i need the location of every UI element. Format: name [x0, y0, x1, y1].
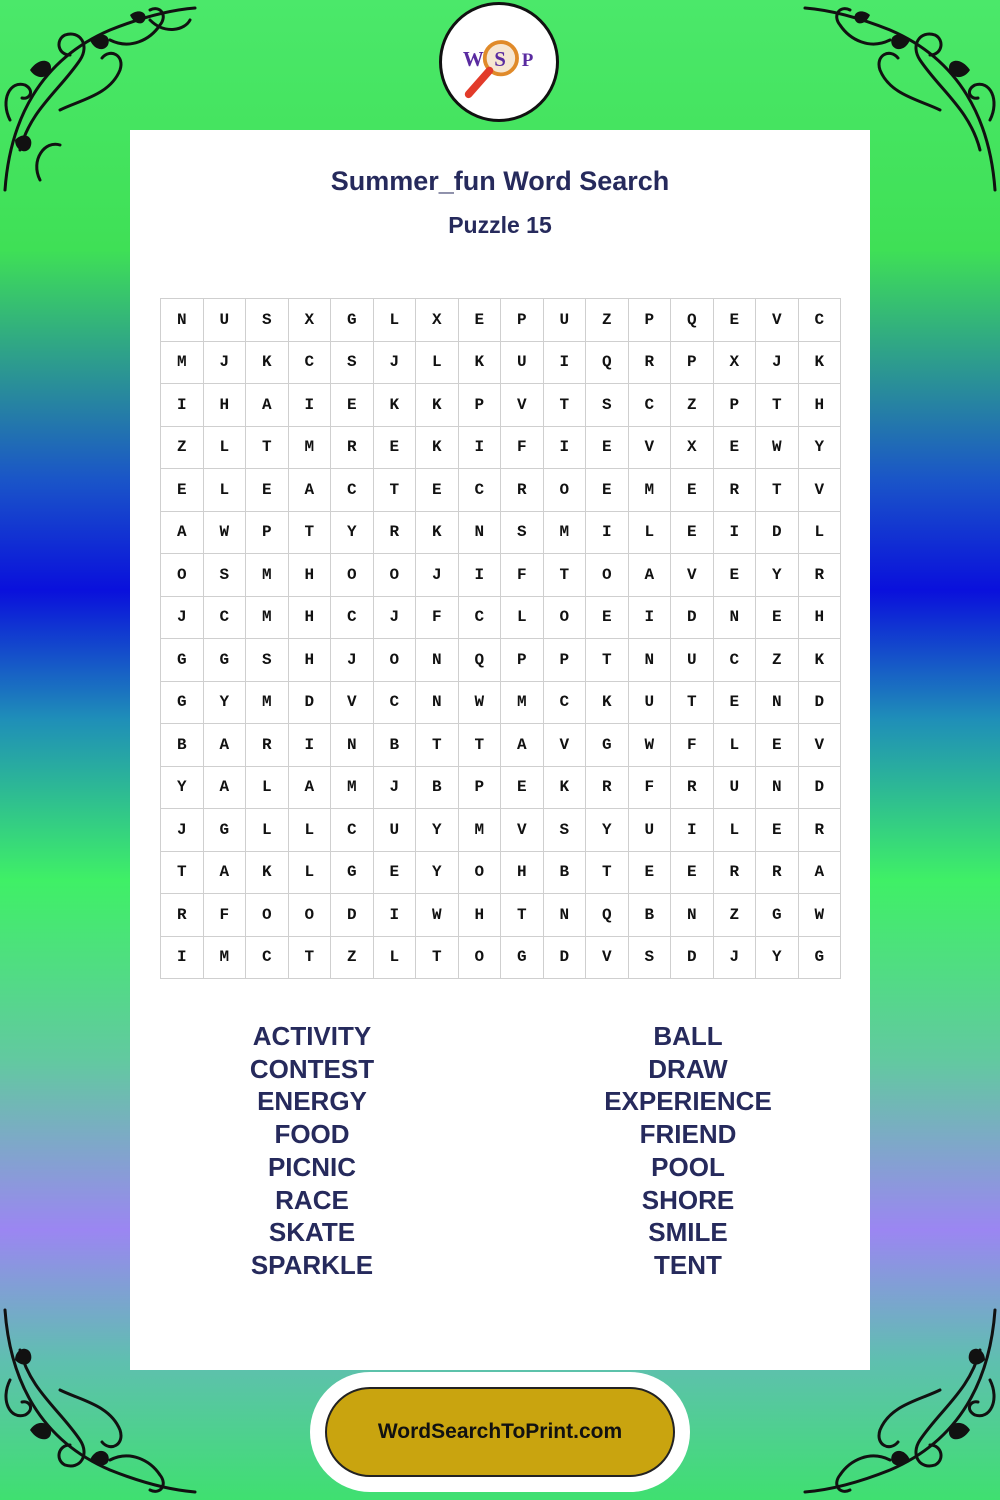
word-list-item: SMILE [648, 1217, 728, 1248]
grid-cell[interactable]: K [416, 512, 459, 555]
grid-cell[interactable]: O [586, 554, 629, 597]
grid-cell[interactable]: E [459, 299, 502, 342]
grid-cell[interactable]: B [161, 724, 204, 767]
grid-cell[interactable]: T [586, 639, 629, 682]
grid-cell[interactable]: C [544, 682, 587, 725]
grid-cell[interactable]: J [756, 342, 799, 385]
grid-cell[interactable]: L [799, 512, 842, 555]
grid-cell[interactable]: L [246, 767, 289, 810]
grid-cell[interactable]: L [204, 469, 247, 512]
grid-cell[interactable]: Z [671, 384, 714, 427]
grid-cell[interactable]: Y [204, 682, 247, 725]
grid-cell[interactable]: T [586, 852, 629, 895]
grid-cell[interactable]: E [714, 299, 757, 342]
logo-letter-w: W [462, 46, 484, 71]
grid-cell[interactable]: S [246, 299, 289, 342]
grid-cell[interactable]: L [501, 597, 544, 640]
grid-cell[interactable]: D [671, 597, 714, 640]
grid-cell[interactable]: S [204, 554, 247, 597]
grid-cell[interactable]: E [416, 469, 459, 512]
grid-cell[interactable]: Q [586, 894, 629, 937]
grid-cell[interactable]: R [671, 767, 714, 810]
word-list-right [538, 1020, 838, 1282]
grid-cell[interactable]: J [331, 639, 374, 682]
grid-cell[interactable]: I [629, 597, 672, 640]
grid-cell[interactable]: Q [671, 299, 714, 342]
grid-cell[interactable]: E [629, 852, 672, 895]
grid-cell[interactable]: C [459, 597, 502, 640]
grid-cell[interactable]: J [161, 597, 204, 640]
grid-cell[interactable]: N [671, 894, 714, 937]
word-list-item: ENERGY [257, 1086, 367, 1117]
grid-cell[interactable]: O [161, 554, 204, 597]
grid-cell[interactable]: O [331, 554, 374, 597]
grid-cell[interactable]: M [331, 767, 374, 810]
grid-cell[interactable]: Y [416, 809, 459, 852]
grid-cell[interactable]: E [756, 809, 799, 852]
grid-cell[interactable]: T [544, 554, 587, 597]
word-list-item: EXPERIENCE [604, 1086, 772, 1117]
grid-cell[interactable]: Y [756, 937, 799, 980]
grid-cell[interactable]: H [204, 384, 247, 427]
grid-cell[interactable]: U [374, 809, 417, 852]
grid-cell[interactable]: J [416, 554, 459, 597]
grid-cell[interactable]: V [799, 469, 842, 512]
grid-cell[interactable]: D [671, 937, 714, 980]
grid-cell[interactable]: P [714, 384, 757, 427]
grid-cell[interactable]: C [714, 639, 757, 682]
grid-cell[interactable]: I [671, 809, 714, 852]
grid-cell[interactable]: K [246, 852, 289, 895]
grid-cell[interactable]: A [289, 469, 332, 512]
grid-cell[interactable]: A [799, 852, 842, 895]
word-list-item: FOOD [274, 1119, 350, 1150]
grid-cell[interactable]: M [544, 512, 587, 555]
grid-cell[interactable]: Y [161, 767, 204, 810]
grid-cell[interactable]: N [714, 597, 757, 640]
grid-cell[interactable]: V [501, 384, 544, 427]
grid-cell[interactable]: L [289, 809, 332, 852]
grid-cell[interactable]: I [459, 427, 502, 470]
grid-cell[interactable]: G [756, 894, 799, 937]
grid-cell[interactable]: E [714, 554, 757, 597]
grid-cell[interactable]: T [289, 512, 332, 555]
grid-cell[interactable]: L [289, 852, 332, 895]
grid-cell[interactable]: F [204, 894, 247, 937]
grid-cell[interactable]: K [416, 384, 459, 427]
grid-cell[interactable]: T [459, 724, 502, 767]
grid-cell[interactable]: G [331, 299, 374, 342]
grid-cell[interactable]: U [714, 767, 757, 810]
grid-cell[interactable]: L [416, 342, 459, 385]
grid-cell[interactable]: K [799, 342, 842, 385]
grid-cell[interactable]: E [246, 469, 289, 512]
grid-cell[interactable]: C [331, 597, 374, 640]
grid-cell[interactable]: N [161, 299, 204, 342]
logo-letter-s: S [494, 46, 506, 71]
word-list-item: DRAW [648, 1053, 728, 1084]
grid-cell[interactable]: W [756, 427, 799, 470]
grid-cell[interactable]: Q [586, 342, 629, 385]
grid-cell[interactable]: L [204, 427, 247, 470]
grid-cell[interactable]: P [459, 767, 502, 810]
grid-cell[interactable]: R [501, 469, 544, 512]
grid-cell[interactable]: P [544, 639, 587, 682]
word-list-item: PICNIC [267, 1151, 357, 1182]
grid-cell[interactable]: D [544, 937, 587, 980]
footer-pill [310, 1372, 690, 1492]
grid-cell[interactable]: O [374, 554, 417, 597]
grid-cell[interactable]: C [331, 469, 374, 512]
grid-cell[interactable]: E [374, 852, 417, 895]
grid-cell[interactable]: N [416, 639, 459, 682]
grid-cell[interactable]: H [289, 639, 332, 682]
grid-cell[interactable]: Z [714, 894, 757, 937]
grid-cell[interactable]: J [374, 767, 417, 810]
grid-cell[interactable]: T [416, 937, 459, 980]
grid-cell[interactable]: B [416, 767, 459, 810]
word-list-item: BALL [653, 1021, 723, 1051]
grid-cell[interactable]: G [204, 639, 247, 682]
grid-cell[interactable]: I [714, 512, 757, 555]
word-list-left [162, 1020, 462, 1282]
grid-cell[interactable]: I [544, 427, 587, 470]
grid-cell[interactable]: E [161, 469, 204, 512]
grid-cell[interactable]: R [799, 554, 842, 597]
grid-cell[interactable]: T [756, 384, 799, 427]
grid-cell[interactable]: T [544, 384, 587, 427]
grid-cell[interactable]: E [501, 767, 544, 810]
grid-cell[interactable]: R [756, 852, 799, 895]
word-list-item: ACTIVITY [252, 1021, 372, 1051]
grid-cell[interactable]: G [204, 809, 247, 852]
grid-cell[interactable]: F [416, 597, 459, 640]
grid-cell[interactable]: C [204, 597, 247, 640]
grid-cell[interactable]: V [501, 809, 544, 852]
grid-cell[interactable]: H [799, 384, 842, 427]
grid-cell[interactable]: H [289, 554, 332, 597]
grid-cell[interactable]: X [289, 299, 332, 342]
grid-cell[interactable]: J [204, 342, 247, 385]
grid-cell[interactable]: T [161, 852, 204, 895]
word-list-item: SKATE [268, 1217, 356, 1248]
grid-cell[interactable]: Z [586, 299, 629, 342]
grid-cell[interactable]: I [544, 342, 587, 385]
grid-cell[interactable]: I [289, 724, 332, 767]
grid-cell[interactable]: A [501, 724, 544, 767]
grid-cell[interactable]: L [629, 512, 672, 555]
grid-cell[interactable]: E [671, 852, 714, 895]
grid-cell[interactable]: A [246, 384, 289, 427]
grid-cell[interactable]: P [501, 299, 544, 342]
word-list-item: TENT [654, 1249, 722, 1280]
grid-cell[interactable]: Y [799, 427, 842, 470]
grid-cell[interactable]: Q [459, 639, 502, 682]
grid-cell[interactable]: E [374, 427, 417, 470]
grid-cell[interactable]: S [501, 512, 544, 555]
grid-cell[interactable]: O [246, 894, 289, 937]
grid-cell[interactable]: C [459, 469, 502, 512]
grid-cell[interactable]: D [799, 767, 842, 810]
grid-cell[interactable]: J [374, 342, 417, 385]
puzzle-title: Summer_fun Word Search [330, 166, 670, 196]
grid-cell[interactable]: W [416, 894, 459, 937]
grid-cell[interactable]: S [586, 384, 629, 427]
grid-cell[interactable]: N [629, 639, 672, 682]
grid-cell[interactable]: F [501, 554, 544, 597]
puzzle-number: Puzzle 15 [448, 212, 552, 238]
grid-cell[interactable]: L [246, 809, 289, 852]
grid-cell[interactable]: T [416, 724, 459, 767]
grid-cell[interactable]: M [204, 937, 247, 980]
grid-cell[interactable]: L [374, 937, 417, 980]
grid-cell[interactable]: E [586, 469, 629, 512]
grid-cell[interactable]: U [544, 299, 587, 342]
grid-cell[interactable]: F [501, 427, 544, 470]
grid-cell[interactable]: U [629, 682, 672, 725]
grid-cell[interactable]: A [204, 724, 247, 767]
grid-cell[interactable]: V [544, 724, 587, 767]
letter-grid[interactable] [160, 298, 841, 979]
grid-cell[interactable]: H [501, 852, 544, 895]
grid-cell[interactable]: T [246, 427, 289, 470]
grid-cell[interactable]: A [204, 852, 247, 895]
grid-cell[interactable]: S [246, 639, 289, 682]
grid-cell[interactable]: W [799, 894, 842, 937]
grid-cell[interactable]: Z [331, 937, 374, 980]
grid-cell[interactable]: S [629, 937, 672, 980]
grid-cell[interactable]: M [629, 469, 672, 512]
grid-cell[interactable]: J [161, 809, 204, 852]
grid-cell[interactable]: V [586, 937, 629, 980]
logo-letter-p: P [521, 49, 534, 71]
puzzle-card [130, 130, 870, 1370]
grid-cell[interactable]: Y [756, 554, 799, 597]
grid-cell[interactable]: J [374, 597, 417, 640]
grid-cell[interactable]: W [204, 512, 247, 555]
grid-cell[interactable]: N [544, 894, 587, 937]
site-link-button[interactable]: WordSearchToPrint.com [325, 1387, 675, 1477]
grid-cell[interactable]: R [799, 809, 842, 852]
grid-cell[interactable]: I [289, 384, 332, 427]
grid-cell[interactable]: E [714, 427, 757, 470]
word-list-item: SPARKLE [250, 1249, 374, 1280]
grid-cell[interactable]: M [161, 342, 204, 385]
grid-cell[interactable]: M [289, 427, 332, 470]
grid-cell[interactable]: B [629, 894, 672, 937]
grid-cell[interactable]: R [714, 469, 757, 512]
grid-cell[interactable]: S [544, 809, 587, 852]
grid-cell[interactable]: Y [586, 809, 629, 852]
grid-cell[interactable]: F [671, 724, 714, 767]
grid-cell[interactable]: G [586, 724, 629, 767]
grid-cell[interactable]: U [629, 809, 672, 852]
grid-cell[interactable]: E [714, 682, 757, 725]
grid-cell[interactable]: N [416, 682, 459, 725]
grid-cell[interactable]: C [629, 384, 672, 427]
grid-cell[interactable]: C [289, 342, 332, 385]
grid-cell[interactable]: A [629, 554, 672, 597]
grid-cell[interactable]: Y [416, 852, 459, 895]
grid-cell[interactable]: O [374, 639, 417, 682]
grid-cell[interactable]: L [714, 809, 757, 852]
word-list-item: POOL [651, 1151, 725, 1182]
grid-cell[interactable]: G [161, 682, 204, 725]
word-list-item: SHORE [641, 1184, 735, 1215]
grid-cell[interactable]: D [289, 682, 332, 725]
grid-cell[interactable]: E [331, 384, 374, 427]
grid-cell[interactable]: O [289, 894, 332, 937]
word-list-item: RACE [275, 1184, 349, 1215]
grid-cell[interactable]: P [501, 639, 544, 682]
grid-cell[interactable]: C [331, 809, 374, 852]
grid-cell[interactable]: I [459, 554, 502, 597]
word-list-item: CONTEST [249, 1053, 375, 1084]
grid-cell[interactable]: K [799, 639, 842, 682]
grid-cell[interactable]: T [289, 937, 332, 980]
grid-cell[interactable]: L [374, 299, 417, 342]
grid-cell[interactable]: J [714, 937, 757, 980]
grid-cell[interactable]: B [374, 724, 417, 767]
grid-cell[interactable]: V [331, 682, 374, 725]
grid-cell[interactable]: V [799, 724, 842, 767]
grid-cell[interactable]: M [246, 682, 289, 725]
grid-cell[interactable]: I [374, 894, 417, 937]
grid-cell[interactable]: A [161, 512, 204, 555]
grid-cell[interactable]: C [374, 682, 417, 725]
grid-cell[interactable]: H [289, 597, 332, 640]
grid-cell[interactable]: S [331, 342, 374, 385]
grid-cell[interactable]: G [799, 937, 842, 980]
grid-cell[interactable]: K [416, 427, 459, 470]
grid-cell[interactable]: A [289, 767, 332, 810]
grid-cell[interactable]: P [246, 512, 289, 555]
grid-cell[interactable]: O [459, 937, 502, 980]
grid-cell[interactable]: E [756, 724, 799, 767]
grid-cell[interactable]: O [459, 852, 502, 895]
grid-cell[interactable]: I [586, 512, 629, 555]
grid-cell[interactable]: K [459, 342, 502, 385]
grid-cell[interactable]: M [459, 809, 502, 852]
grid-cell[interactable]: B [544, 852, 587, 895]
grid-cell[interactable]: M [501, 682, 544, 725]
grid-cell[interactable]: D [756, 512, 799, 555]
grid-cell[interactable]: K [246, 342, 289, 385]
grid-cell[interactable]: U [204, 299, 247, 342]
grid-cell[interactable]: U [501, 342, 544, 385]
grid-cell[interactable]: X [671, 427, 714, 470]
grid-cell[interactable]: C [799, 299, 842, 342]
grid-cell[interactable]: K [374, 384, 417, 427]
grid-cell[interactable]: E [586, 427, 629, 470]
grid-cell[interactable]: I [161, 384, 204, 427]
grid-cell[interactable]: V [671, 554, 714, 597]
grid-cell[interactable]: X [714, 342, 757, 385]
grid-cell[interactable]: V [629, 427, 672, 470]
grid-cell[interactable]: W [459, 682, 502, 725]
grid-cell[interactable]: N [756, 682, 799, 725]
grid-cell[interactable]: W [629, 724, 672, 767]
grid-cell[interactable]: D [331, 894, 374, 937]
grid-cell[interactable]: K [586, 682, 629, 725]
grid-cell[interactable]: N [331, 724, 374, 767]
grid-cell[interactable]: E [756, 597, 799, 640]
grid-cell[interactable]: U [671, 639, 714, 682]
grid-cell[interactable]: Z [161, 427, 204, 470]
grid-cell[interactable]: E [671, 512, 714, 555]
grid-cell[interactable]: E [586, 597, 629, 640]
grid-cell[interactable]: E [671, 469, 714, 512]
word-list-item: FRIEND [639, 1119, 737, 1150]
grid-cell[interactable]: P [671, 342, 714, 385]
grid-cell[interactable]: P [459, 384, 502, 427]
grid-cell[interactable]: N [756, 767, 799, 810]
grid-cell[interactable]: G [161, 639, 204, 682]
grid-cell[interactable]: M [246, 554, 289, 597]
grid-cell[interactable]: N [459, 512, 502, 555]
grid-cell[interactable]: G [501, 937, 544, 980]
grid-cell[interactable]: R [246, 724, 289, 767]
grid-cell[interactable]: R [331, 427, 374, 470]
grid-cell[interactable]: O [544, 597, 587, 640]
site-logo[interactable] [439, 2, 559, 122]
grid-cell[interactable]: Z [756, 639, 799, 682]
grid-cell[interactable]: T [501, 894, 544, 937]
grid-cell[interactable]: F [629, 767, 672, 810]
grid-cell[interactable]: T [374, 469, 417, 512]
grid-cell[interactable]: V [756, 299, 799, 342]
grid-cell[interactable]: T [671, 682, 714, 725]
grid-cell[interactable]: D [799, 682, 842, 725]
grid-cell[interactable]: R [586, 767, 629, 810]
grid-cell[interactable]: R [629, 342, 672, 385]
grid-cell[interactable]: P [629, 299, 672, 342]
grid-cell[interactable]: R [714, 852, 757, 895]
grid-cell[interactable]: I [161, 937, 204, 980]
grid-cell[interactable]: C [246, 937, 289, 980]
grid-cell[interactable]: A [204, 767, 247, 810]
grid-cell[interactable]: L [714, 724, 757, 767]
grid-cell[interactable]: H [459, 894, 502, 937]
grid-cell[interactable]: O [544, 469, 587, 512]
grid-cell[interactable]: T [756, 469, 799, 512]
grid-cell[interactable]: G [331, 852, 374, 895]
grid-cell[interactable]: K [544, 767, 587, 810]
grid-cell[interactable]: R [161, 894, 204, 937]
grid-cell[interactable]: H [799, 597, 842, 640]
grid-cell[interactable]: M [246, 597, 289, 640]
grid-cell[interactable]: X [416, 299, 459, 342]
grid-cell[interactable]: R [374, 512, 417, 555]
grid-cell[interactable]: Y [331, 512, 374, 555]
